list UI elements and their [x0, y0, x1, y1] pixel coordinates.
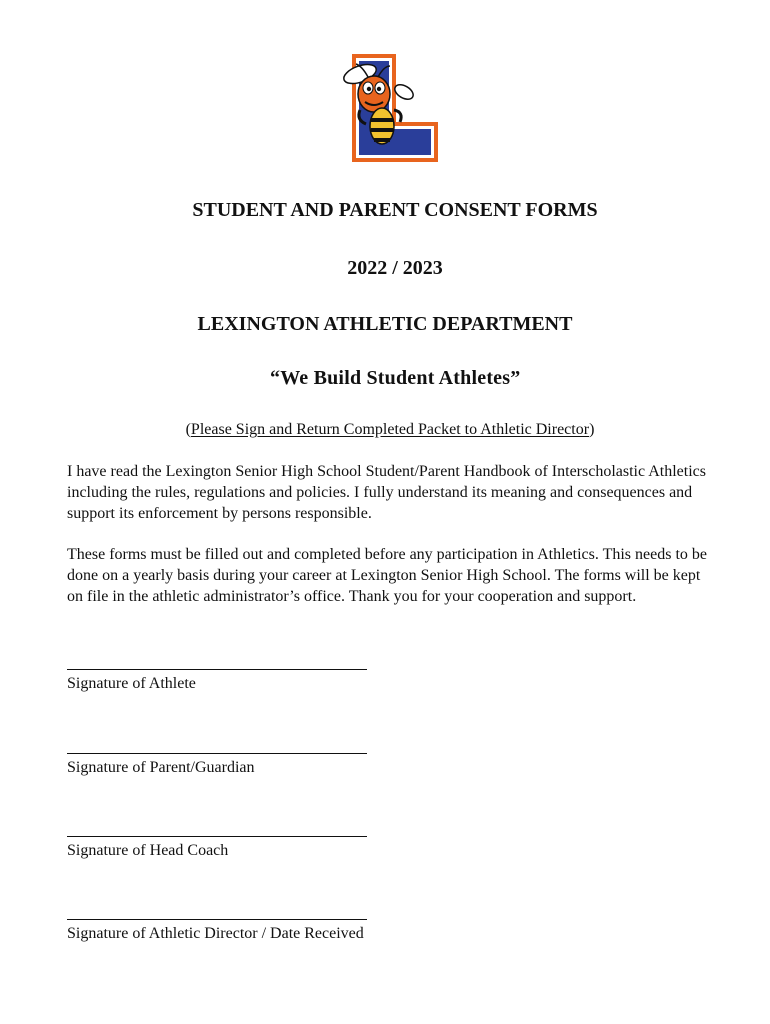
school-year: 2022 / 2023 [347, 257, 443, 279]
director-signature-label: Signature of Athletic Director / Date Received [67, 925, 364, 942]
coach-signature-block [67, 836, 367, 861]
school-logo [338, 52, 444, 164]
lexington-l-hornet-logo [338, 52, 444, 164]
director-signature-block [67, 919, 367, 944]
director-signature-line[interactable] [67, 919, 367, 920]
athlete-signature-block [67, 669, 367, 694]
note-close-paren: ) [589, 421, 595, 438]
return-instruction [0, 420, 770, 440]
note-text: Please Sign and Return Completed Packet to Athletic Director [190, 421, 590, 438]
note-open-paren: ( [185, 421, 191, 438]
parent-signature-block [67, 753, 367, 778]
parent-signature-label: Signature of Parent/Guardian [67, 759, 255, 776]
athlete-signature-label: Signature of Athlete [67, 675, 196, 692]
page-title: STUDENT AND PARENT CONSENT FORMS [192, 199, 598, 221]
athlete-signature-line[interactable] [67, 669, 367, 670]
motto: “We Build Student Athletes” [270, 367, 521, 389]
handbook-acknowledgement-paragraph: I have read the Lexington Senior High School Student/Parent Handbook of Interscholastic Athletics including the rules, regulations and policies. I fully understand its meaning and consequences and support its enforcement by persons responsible. [67, 463, 706, 522]
department-name: LEXINGTON ATHLETIC DEPARTMENT [197, 313, 573, 335]
parent-signature-line[interactable] [67, 753, 367, 754]
form-requirement-paragraph: These forms must be filled out and completed before any participation in Athletics. This needs to be done on a yearly basis during your career at Lexington Senior High School. The forms will be kept on file in the athletic administrator’s office. Thank you for your cooperation and support. [67, 546, 707, 605]
coach-signature-label: Signature of Head Coach [67, 842, 229, 859]
coach-signature-line[interactable] [67, 836, 367, 837]
